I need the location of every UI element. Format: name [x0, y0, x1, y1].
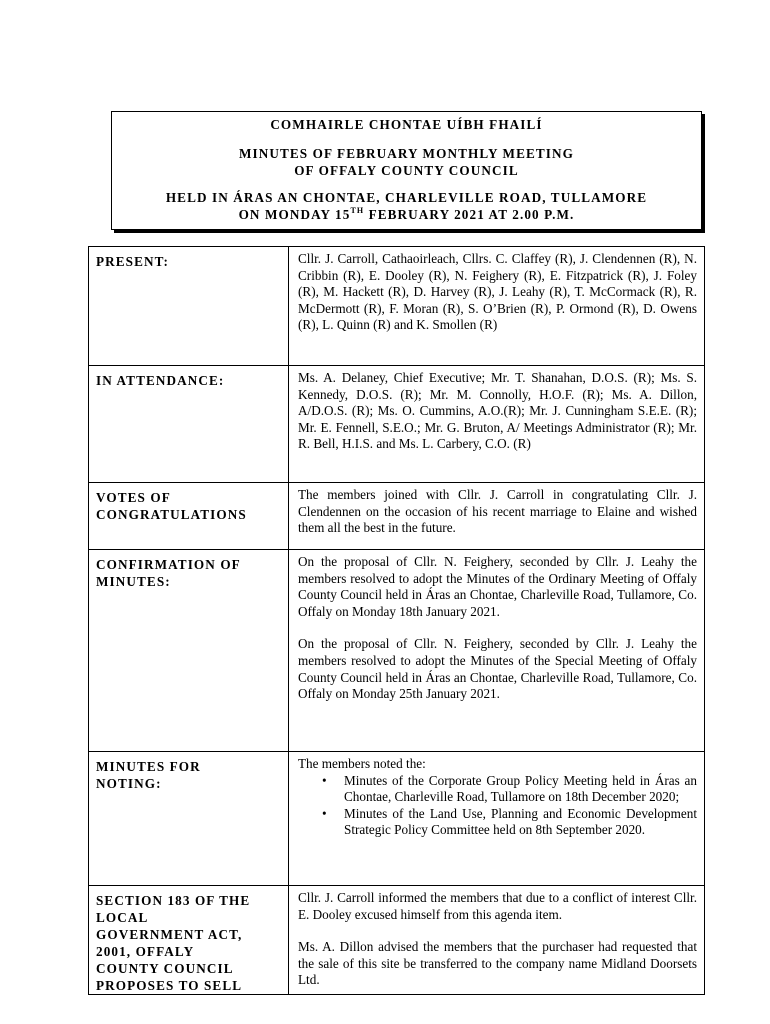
congratulations-label: VOTES OF CONGRATULATIONS: [89, 483, 289, 550]
noting-intro: The members noted the:: [298, 756, 426, 771]
congratulations-text: The members joined with Cllr. J. Carroll in congratulating Cllr. J. Clendennen on the occasion of his recent marriage to Elaine and wished them all the best in the future.: [289, 483, 705, 550]
row-noting: [89, 752, 705, 886]
minutes-table: [88, 246, 705, 995]
list-item: • Minutes of the Corporate Group Policy Meeting held in Áras an Chontae, Charleville Road, Tullamore on 18th December 2020;: [322, 772, 697, 805]
meeting-location: HELD IN ÁRAS AN CHONTAE, CHARLEVILLE ROAD, TULLAMORE: [165, 190, 648, 205]
section-183-para-2: Ms. A. Dillon advised the members that the purchaser had requested that the sale of this site be transferred to the company name Midland Doorsets Ltd.: [298, 939, 697, 988]
row-section-183: [89, 886, 705, 995]
bullet-icon: •: [322, 772, 327, 788]
section-183-text: [289, 886, 705, 995]
list-item: • Minutes of the Land Use, Planning and Economic Development Strategic Policy Committee held on 8th September 2020.: [322, 805, 697, 838]
attendance-text: Ms. A. Delaney, Chief Executive; Mr. T. Shanahan, D.O.S. (R); Ms. S. Kennedy, D.O.S. (R); Mr. M. Connolly, H.O.F. (R); Ms. A. Dillon, A/D.O.S. (R); Ms. O. Cummins, A.O.(R); Mr. J. Cunningham S.E.E. (R); Mr. E. Fennell, S.E.O.; Mr. G. Bruton, A/ Meetings Administrator (R); Mr. R. Bell, H.I.S. and Ms. L. Carbery, C.O. (R): [289, 366, 705, 483]
meeting-title: MINUTES OF FEBRUARY MONTHLY MEETING: [238, 146, 575, 161]
meeting-date: ON MONDAY 15TH FEBRUARY 2021 AT 2.00 P.M.: [238, 206, 575, 222]
present-label: PRESENT:: [89, 247, 289, 366]
confirmation-label: CONFIRMATION OF MINUTES:: [89, 550, 289, 752]
row-congratulations: [89, 483, 705, 550]
attendance-label: IN ATTENDANCE:: [89, 366, 289, 483]
council-name: COMHAIRLE CHONTAE UÍBH FHAILÍ: [270, 117, 543, 132]
row-present: [89, 247, 705, 366]
confirmation-para-1: On the proposal of Cllr. N. Feighery, seconded by Cllr. J. Leahy the members resolved to adopt the Minutes of the Ordinary Meeting of Offaly County Council held in Áras an Chontae, Charleville Road, Tullamore, Co. Offaly on Monday 18th January 2021.: [298, 554, 697, 619]
noting-label: MINUTES FOR NOTING:: [89, 752, 289, 886]
confirmation-text: [289, 550, 705, 752]
section-183-para-1: Cllr. J. Carroll informed the members that due to a conflict of interest Cllr. E. Dooley excused himself from this agenda item.: [298, 890, 697, 922]
noting-text: [289, 752, 705, 886]
row-attendance: [89, 366, 705, 483]
document-title-box: [111, 111, 702, 230]
confirmation-para-2: On the proposal of Cllr. N. Feighery, seconded by Cllr. J. Leahy the members resolved to adopt the Minutes of the Special Meeting of Offaly County Council held in Áras an Chontae, Charleville Road, Tullamore, Co. Offaly on Monday 25th January 2021.: [298, 636, 697, 702]
noting-list: [298, 773, 697, 839]
present-text: Cllr. J. Carroll, Cathaoirleach, Cllrs. C. Claffey (R), J. Clendennen (R), N. Cribbin (R), E. Dooley (R), N. Feighery (R), E. Fitzpatrick (R), J. Foley (R), M. Hackett (R), D. Harvey (R), J. Leahy (R), T. McCormack (R), R. McDermott (R), F. Moran (R), S. O’Brien (R), P. Ormond (R), D. Owens (R), L. Quinn (R) and K. Smollen (R): [289, 247, 705, 366]
section-183-label: SECTION 183 OF THE LOCAL GOVERNMENT ACT, 2001, OFFALY COUNTY COUNCIL PROPOSES TO SELL: [89, 886, 289, 995]
bullet-icon: •: [322, 805, 327, 821]
row-confirmation: [89, 550, 705, 752]
meeting-subtitle: OF OFFALY COUNTY COUNCIL: [294, 163, 519, 178]
